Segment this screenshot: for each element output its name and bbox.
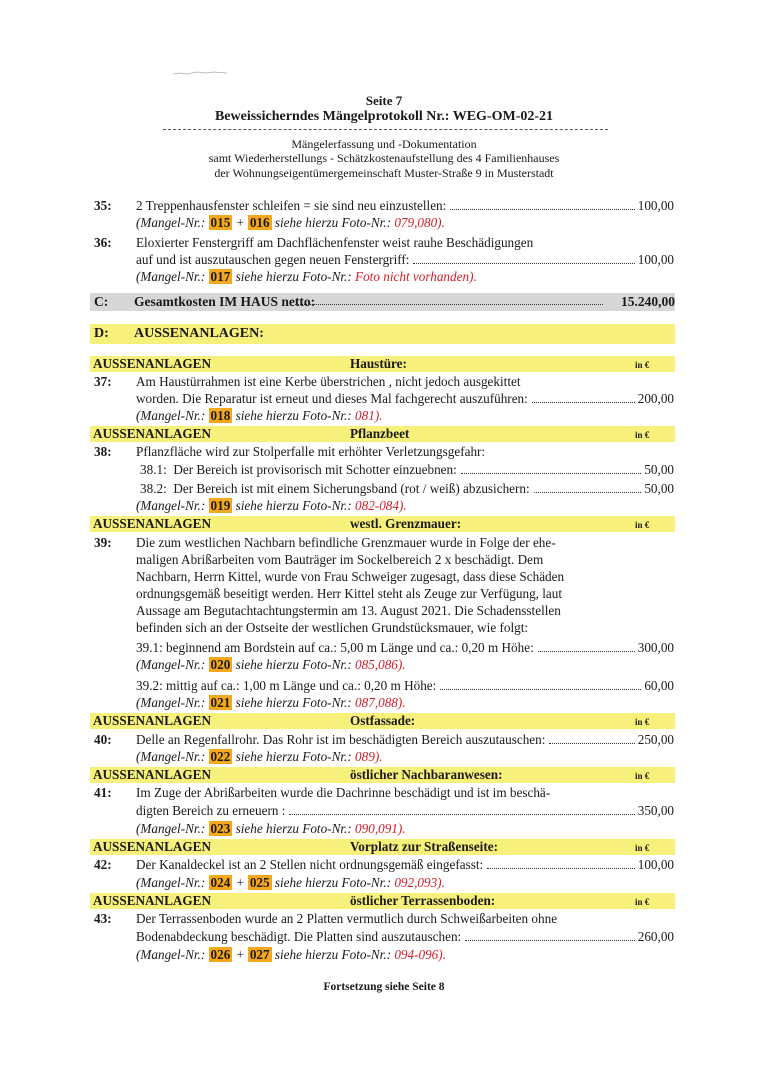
mangel-prefix: (Mangel-Nr.:	[136, 498, 206, 513]
mangel-prefix: (Mangel-Nr.:	[136, 947, 206, 962]
item-text: Im Zuge der Abrißarbeiten wurde die Dachrinne beschädigt und ist im beschä-	[136, 785, 551, 800]
mangel-prefix: (Mangel-Nr.:	[136, 269, 206, 284]
foto-ref: Foto nicht vorhanden).	[355, 269, 477, 284]
item-text: Die zum westlichen Nachbarn befindliche Grenzmauer wurde in Folge der ehe-	[136, 535, 556, 550]
item-number: 40:	[94, 732, 112, 747]
protocol-title: Beweissicherndes Mängelprotokoll Nr.: WEG-OM-02-21	[214, 109, 554, 124]
item-amount: 200,00	[637, 391, 674, 406]
plus-sign: +	[235, 875, 245, 890]
band-unit: in €	[635, 897, 650, 907]
mangel-prefix: (Mangel-Nr.:	[136, 695, 206, 710]
item-amount: 250,00	[637, 732, 674, 747]
page-number: Seite 7	[365, 93, 403, 108]
subtitle-line: der Wohnungseigentümergemeinschaft Muster-Straße 9 in Musterstadt	[214, 166, 554, 180]
mangel-badge: 022	[210, 749, 231, 764]
foto-prefix: siehe hierzu Foto-Nr.:	[274, 947, 392, 962]
item-text: Nachbarn, Herrn Kittel, wurde von Frau Schweiger zugesagt, dass diese Schäden	[136, 569, 565, 584]
band-label: AUSSENANLAGEN	[93, 516, 211, 531]
band-title: westl. Grenzmauer:	[350, 516, 462, 531]
item-text: Der Terrassenboden wurde an 2 Platten vermutlich durch Schweißarbeiten ohne	[136, 911, 558, 926]
foto-prefix: siehe hierzu Foto-Nr.:	[235, 821, 352, 836]
item-amount: 260,00	[637, 929, 674, 944]
sub-number: 38.2:	[140, 481, 167, 496]
item-text: 39.1: beginnend am Bordstein auf ca.: 5,00 m Länge und ca.: 0,20 m Höhe:	[136, 640, 534, 655]
item-number: 37:	[94, 374, 112, 389]
mangel-prefix: (Mangel-Nr.:	[136, 821, 206, 836]
band-label: AUSSENANLAGEN	[93, 767, 211, 782]
section-letter: D:	[94, 326, 109, 341]
sub-number: 38.1:	[140, 462, 167, 477]
item-text: Am Haustürrahmen ist eine Kerbe überstrichen , nicht jedoch ausgekittet	[136, 374, 521, 389]
item-amount: 50,00	[644, 462, 674, 477]
band-unit: in €	[635, 360, 650, 370]
item-number: 36:	[94, 235, 112, 250]
item-amount: 350,00	[637, 803, 674, 818]
item-text: Eloxierter Fenstergriff am Dachflächenfenster weist rauhe Beschädigungen	[136, 235, 534, 250]
total-title: Gesamtkosten IM HAUS netto:	[134, 294, 316, 309]
foto-ref: 087,088).	[355, 695, 406, 710]
mangel-badge: 023	[210, 821, 231, 836]
foto-ref: 094-096).	[394, 947, 446, 962]
mangel-badge: 016	[249, 215, 270, 230]
foto-ref: 079,080).	[394, 215, 445, 230]
subsection-band	[90, 426, 675, 442]
mangel-badge: 018	[210, 408, 231, 423]
mangel-prefix: (Mangel-Nr.:	[136, 749, 206, 764]
item-text: ordnungsgemäß beseitigt werden. Herr Kittel steht als Zeuge zur Verfügung, laut	[136, 586, 563, 601]
mangel-badge: 020	[210, 657, 231, 672]
total-amount: 15.240,00	[621, 294, 675, 309]
item-number: 39:	[94, 535, 112, 550]
subsection-band	[90, 893, 675, 909]
item-text: Der Bereich ist mit einem Sicherungsband (rot / weiß) abzusichern:	[173, 481, 530, 496]
subsection-band	[90, 713, 675, 729]
band-label: AUSSENANLAGEN	[93, 893, 211, 908]
subsection-band	[90, 767, 675, 783]
item-text: befinden sich an der Ostseite der westlichen Grundstücksmauer, wie folgt:	[136, 620, 529, 635]
item-amount: 50,00	[644, 481, 674, 496]
mangel-badge: 015	[210, 215, 231, 230]
item-text: auf und ist auszutauschen gegen neuen Fenstergriff:	[136, 252, 410, 267]
section-d-bar	[90, 324, 675, 344]
total-c-bar	[90, 293, 675, 311]
item-text: Der Kanaldeckel ist an 2 Stellen nicht ordnungsgemäß eingefasst:	[136, 857, 484, 872]
foto-prefix: siehe hierzu Foto-Nr.:	[235, 269, 352, 284]
subsection-band	[90, 516, 675, 532]
band-label: AUSSENANLAGEN	[93, 426, 211, 441]
mangel-badge: 025	[249, 875, 270, 890]
band-title: Pflanzbeet	[350, 426, 410, 441]
band-unit: in €	[635, 717, 650, 727]
item-amount: 300,00	[637, 640, 674, 655]
item-text: maligen Abrißarbeiten vom Bauträger im Sockelbereich 2 x beschädigt. Dem	[136, 552, 544, 567]
item-number: 38:	[94, 444, 112, 459]
band-unit: in €	[635, 771, 650, 781]
band-title: Ostfassade:	[350, 713, 416, 728]
band-title: Haustüre:	[350, 356, 407, 371]
item-text: 39.2: mittig auf ca.: 1,00 m Länge und ca.: 0,20 m Höhe:	[136, 678, 437, 693]
subtitle-line: samt Wiederherstellungs - Schätzkostenaufstellung des 4 Familienhauses	[208, 151, 560, 165]
foto-prefix: siehe hierzu Foto-Nr.:	[235, 695, 352, 710]
foto-prefix: siehe hierzu Foto-Nr.:	[274, 875, 392, 890]
mangel-badge: 017	[210, 269, 231, 284]
band-label: AUSSENANLAGEN	[93, 356, 211, 371]
pen-scribble-mark	[172, 70, 228, 76]
item-text: Der Bereich ist provisorisch mit Schotter einzuebnen:	[173, 462, 457, 477]
band-title: östlicher Nachbaranwesen:	[350, 767, 503, 782]
item-text: 2 Treppenhausfenster schleifen = sie sind neu einzustellen:	[136, 198, 447, 213]
mangel-badge: 019	[210, 498, 231, 513]
mangel-badge: 026	[210, 947, 231, 962]
item-text: Delle an Regenfallrohr. Das Rohr ist im beschädigten Bereich auszutauschen:	[136, 732, 546, 747]
mangel-prefix: (Mangel-Nr.:	[136, 408, 206, 423]
band-unit: in €	[635, 520, 650, 530]
item-amount: 60,00	[644, 678, 674, 693]
mangel-prefix: (Mangel-Nr.:	[136, 875, 206, 890]
item-text: digten Bereich zu erneuern :	[136, 803, 286, 818]
section-letter: C:	[94, 294, 109, 309]
item-amount: 100,00	[637, 252, 674, 267]
foto-ref: 082-084).	[355, 498, 407, 513]
foto-prefix: siehe hierzu Foto-Nr.:	[235, 749, 352, 764]
item-amount: 100,00	[637, 198, 674, 213]
item-number: 35:	[94, 198, 112, 213]
band-unit: in €	[635, 843, 650, 853]
band-label: AUSSENANLAGEN	[93, 839, 211, 854]
mangel-prefix: (Mangel-Nr.:	[136, 657, 206, 672]
band-title: östlicher Terrassenboden:	[350, 893, 496, 908]
foto-ref: 090,091).	[355, 821, 406, 836]
band-unit: in €	[635, 430, 650, 440]
continuation-note: Fortsetzung siehe Seite 8	[323, 981, 445, 993]
mangel-badge: 021	[210, 695, 231, 710]
item-text: Aussage am Begutachtachtungstermin am 13. August 2021. Die Schadensstellen	[136, 603, 561, 618]
band-label: AUSSENANLAGEN	[93, 713, 211, 728]
item-amount: 100,00	[637, 857, 674, 872]
foto-ref: 081).	[355, 408, 383, 423]
foto-ref: 092,093).	[394, 875, 445, 890]
subsection-band	[90, 839, 675, 855]
plus-sign: +	[235, 947, 245, 962]
mangel-badge: 024	[210, 875, 231, 890]
foto-prefix: siehe hierzu Foto-Nr.:	[274, 215, 392, 230]
item-number: 43:	[94, 911, 112, 926]
item-text: Bodenabdeckung beschädigt. Die Platten sind auszutauschen:	[136, 929, 462, 944]
mangel-prefix: (Mangel-Nr.:	[136, 215, 206, 230]
subsection-band	[90, 356, 675, 372]
subtitle-line: Mängelerfassung und -Dokumentation	[291, 137, 477, 151]
foto-ref: 089).	[355, 749, 383, 764]
item-number: 42:	[94, 857, 112, 872]
foto-prefix: siehe hierzu Foto-Nr.:	[235, 498, 352, 513]
foto-prefix: siehe hierzu Foto-Nr.:	[235, 408, 352, 423]
plus-sign: +	[235, 215, 245, 230]
item-number: 41:	[94, 785, 112, 800]
band-title: Vorplatz zur Straßenseite:	[350, 839, 498, 854]
item-text: Pflanzfläche wird zur Stolperfalle mit erhöhter Verletzungsgefahr:	[136, 444, 486, 459]
item-text: worden. Die Reparatur ist erneut und dieses Mal fachgerecht auszuführen:	[136, 391, 528, 406]
foto-prefix: siehe hierzu Foto-Nr.:	[235, 657, 352, 672]
title-rule	[163, 129, 608, 130]
mangel-badge: 027	[249, 947, 270, 962]
foto-ref: 085,086).	[355, 657, 406, 672]
section-title: AUSSENANLAGEN:	[134, 326, 264, 341]
